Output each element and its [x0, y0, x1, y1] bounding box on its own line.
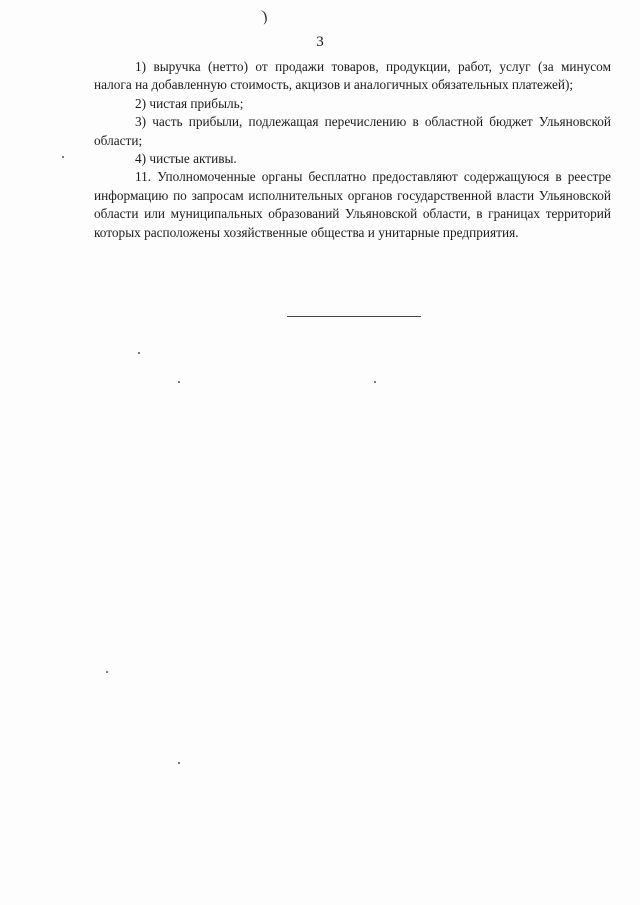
scan-speck — [178, 762, 180, 764]
paragraph-clause-11: 11. Уполномоченные органы бесплатно предоставляют содержащуюся в реестре информацию по запросам исполнительных органов государственной власти Ульяновской области или муниципальных образований Ульяновской области, в границах территорий которых расположены хозяйственные общества и унитарные предприятия. — [94, 169, 611, 240]
paragraph-item-2: 2) чистая прибыль; — [135, 95, 244, 111]
paragraph-item-3: 3) часть прибыли, подлежащая перечислению в областной бюджет Ульяновской области; — [94, 114, 611, 148]
stray-pen-mark: ) — [260, 7, 269, 26]
scan-speck — [138, 352, 140, 354]
paragraph-item-4: 4) чистые активы. — [135, 151, 237, 167]
paragraph-item-1: 1) выручка (нетто) от продажи товаров, продукции, работ, услуг (за минусом налога на добавленную стоимость, акцизов и аналогичных обязательных платежей); — [94, 59, 611, 93]
scan-speck — [62, 156, 64, 158]
document-body — [94, 58, 611, 242]
scan-speck — [178, 381, 180, 383]
scan-speck — [106, 671, 108, 673]
end-divider-line — [287, 316, 421, 317]
page-number: 3 — [316, 34, 324, 50]
scan-speck — [374, 381, 376, 383]
